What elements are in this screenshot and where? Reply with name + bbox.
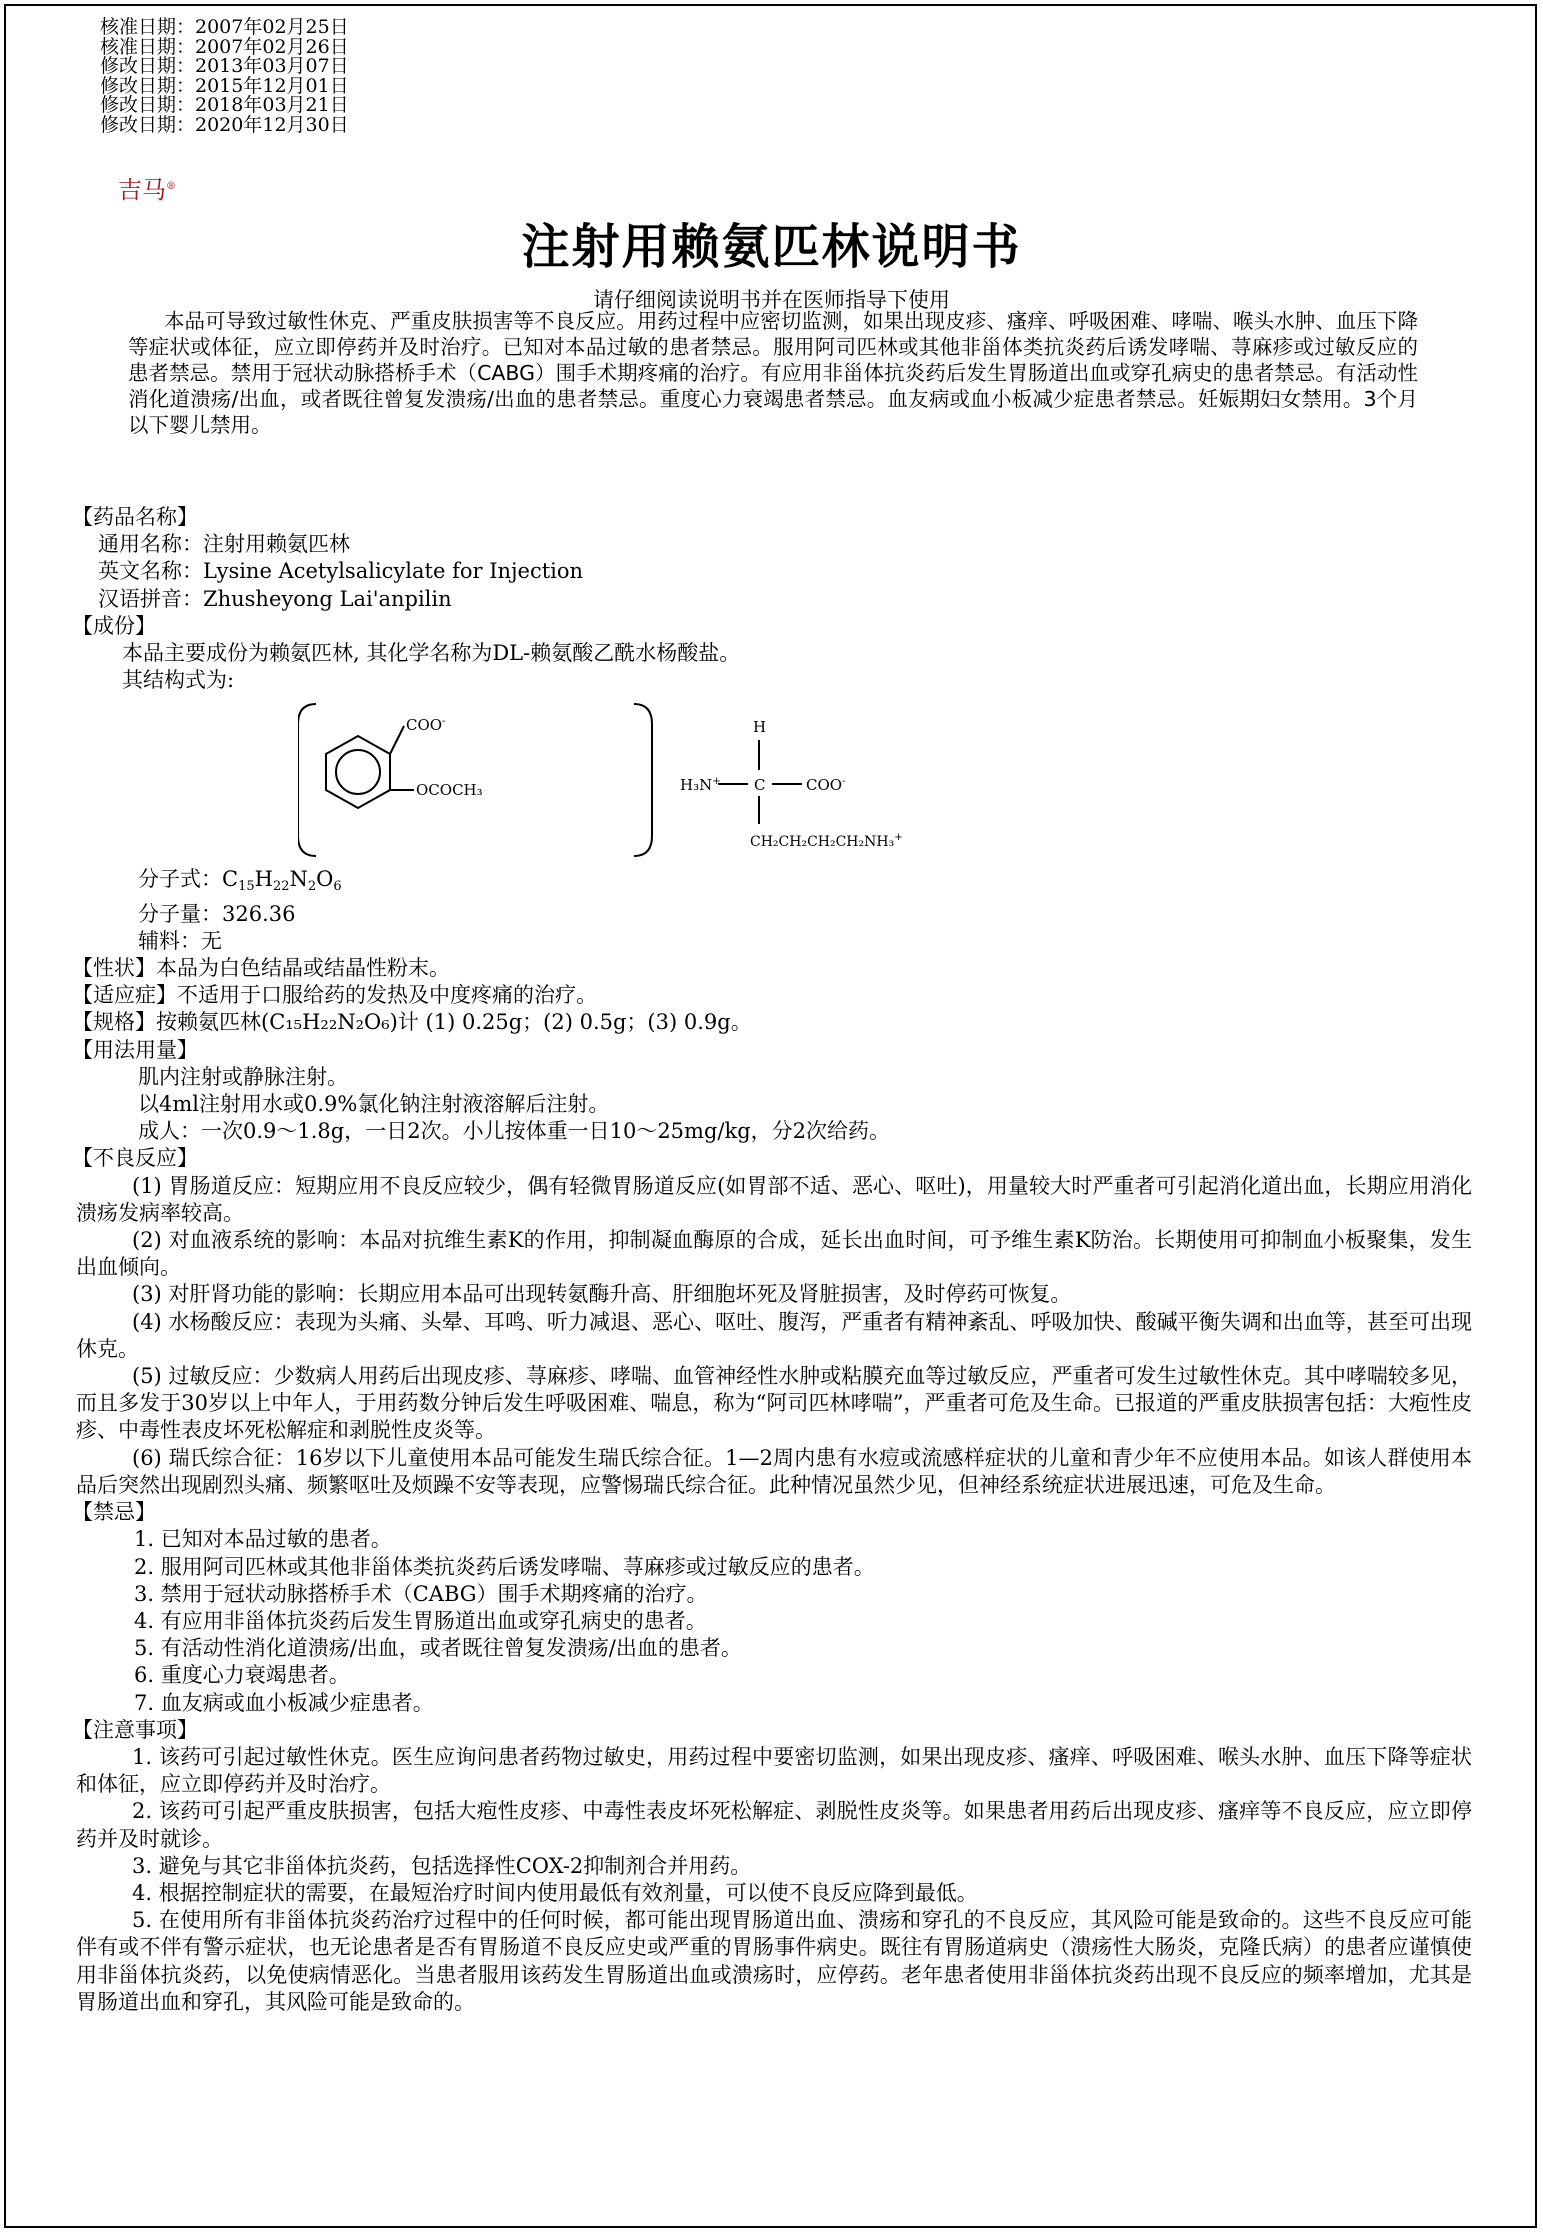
logo-text: 吉马 — [118, 176, 166, 204]
section-header-character: 【性状】 — [72, 956, 156, 981]
precaution-item: 2. 该药可引起严重皮肤损害，包括大疱性皮疹、中毒性表皮坏死松解症、剥脱性皮炎等。如果患者用药后出现皮疹、瘙痒等不良反应，应立即停药并及时就诊。 — [76, 1799, 1472, 1851]
section-header-contraindications: 【禁忌】 — [72, 1500, 156, 1525]
structure-diagram — [298, 696, 938, 864]
dosage-line: 肌内注射或静脉注射。 — [138, 1064, 348, 1089]
side-chain: CH₂CH₂CH₂CH₂NH₃+ — [750, 832, 903, 851]
date-line: 修改日期：2018年03月21日 — [100, 94, 349, 117]
excipient: 辅料：无 — [138, 928, 222, 953]
dosage-line: 以4ml注射用水或0.9%氯化钠注射液溶解后注射。 — [138, 1092, 610, 1117]
contraindication-item: 7. 血友病或血小板减少症患者。 — [134, 1690, 434, 1715]
section-spec — [72, 1009, 1472, 1036]
section-header-composition: 【成份】 — [72, 613, 156, 638]
pinyin-name: 汉语拼音：Zhusheyong Lai'anpilin — [98, 586, 452, 611]
structure-label: 其结构式为: — [122, 668, 235, 693]
adverse-item: (1) 胃肠道反应：短期应用不良反应较少，偶有轻微胃肠道反应(如胃部不适、恶心、呕吐)，用量较大时严重者可引起消化道出血，长期应用消化溃疡发病率较高。 — [76, 1173, 1472, 1225]
contraindication-item: 5. 有活动性消化道溃疡/出血，或者既往曾复发溃疡/出血的患者。 — [134, 1636, 742, 1661]
adverse-item: (6) 瑞氏综合征：16岁以下儿童使用本品可能发生瑞氏综合征。1—2周内患有水痘或流感样症状的儿童和青少年不应使用本品。如该人群使用本品后突然出现剧烈头痛、频繁呕吐及烦躁不安等表现，应警惕瑞氏综合征。此种情况虽然少见，但神经系统症状进展迅速，可危及生命。 — [76, 1445, 1472, 1497]
contraindication-item: 3. 禁用于冠状动脉搭桥手术（CABG）围手术期疼痛的治疗。 — [134, 1581, 708, 1606]
brand-logo — [118, 170, 176, 205]
date-line: 核准日期：2007年02月26日 — [100, 35, 349, 58]
group-coo-top: COO- — [406, 716, 446, 735]
section-indication — [72, 982, 1472, 1009]
date-line: 核准日期：2007年02月25日 — [100, 16, 349, 38]
adverse-item: (3) 对肝肾功能的影响：长期应用本品可出现转氨酶升高、肝细胞坏死及肾脏损害，及时停药可恢复。 — [132, 1282, 1072, 1307]
character-text: 本品为白色结晶或结晶性粉末。 — [156, 956, 450, 981]
group-acetoxy: OCOCH₃ — [416, 781, 483, 800]
alpha-carbon: C — [754, 776, 766, 795]
english-name: 英文名称：Lysine Acetylsalicylate for Injection — [98, 559, 584, 584]
section-header-name: 【药品名称】 — [72, 505, 198, 529]
hydrogen-atom: H — [753, 718, 767, 737]
spec-text: 按赖氨匹林(C₁₅H₂₂N₂O₆)计 (1) 0.25g；(2) 0.5g；(3) 0.9g。 — [156, 1010, 752, 1035]
adverse-item: (2) 对血液系统的影响：本品对抗维生素K的作用，抑制凝血酶原的合成，延长出血时间，可予维生素K防治。长期使用可抑制血小板聚集，发生出血倾向。 — [76, 1228, 1472, 1280]
precaution-item: 1. 该药可引起过敏性休克。医生应询问患者药物过敏史，用药过程中要密切监测，如果出现皮疹、瘙痒、呼吸困难、喉头水肿、血压下降等症状和体征，应立即停药并及时治疗。 — [76, 1744, 1472, 1797]
molecular-formula: 分子式：$C_{15}H_{22}N_2O_6$ — [138, 867, 342, 895]
structural-formula — [72, 696, 1472, 866]
adverse-item: (4) 水杨酸反应：表现为头痛、头晕、耳鸣、听力减退、恶心、呕吐、腹泻，严重者有精神紊乱、呼吸加快、酸碱平衡失调和出血等，甚至可出现休克。 — [76, 1309, 1472, 1361]
indication-text: 不适用于口服给药的发热及中度疼痛的治疗。 — [177, 983, 597, 1008]
contraindication-item: 6. 重度心力衰竭患者。 — [134, 1663, 350, 1688]
section-header-precautions: 【注意事项】 — [72, 1717, 198, 1742]
composition-text: 本品主要成份为赖氨匹林, 其化学名称为DL-赖氨酸乙酰水杨酸盐。 — [122, 641, 741, 666]
document-subtitle: 请仔细阅读说明书并在医师指导下使用 — [593, 288, 950, 312]
dosage-line: 成人：一次0.9～1.8g，一日2次。小儿按体重一日10～25mg/kg，分2次给药。 — [138, 1119, 890, 1144]
section-header-dosage: 【用法用量】 — [72, 1037, 198, 1062]
right-bracket — [634, 704, 652, 856]
contraindication-item: 2. 服用阿司匹林或其他非甾体类抗炎药后诱发哮喘、荨麻疹或过敏反应的患者。 — [134, 1554, 875, 1579]
aromatic-circle — [336, 750, 380, 794]
precaution-item: 3. 避免与其它非甾体抗炎药，包括选择性COX-2抑制剂合并用药。 — [132, 1853, 752, 1878]
generic-name: 通用名称：注射用赖氨匹林 — [98, 532, 350, 557]
section-header-indication: 【适应症】 — [72, 983, 177, 1008]
precaution-item: 4. 根据控制症状的需要，在最短治疗时间内使用最低有效剂量，可以使不良反应降到最低。 — [132, 1880, 978, 1905]
document-title: 注射用赖氨匹林说明书 — [521, 219, 1022, 275]
molecular-weight: 分子量：326.36 — [138, 901, 296, 926]
date-line: 修改日期：2020年12月30日 — [100, 113, 349, 136]
contraindication-item: 4. 有应用非甾体抗炎药后发生胃肠道出血或穿孔病史的患者。 — [134, 1608, 707, 1633]
registered-mark: ® — [166, 181, 176, 192]
left-bracket — [298, 704, 316, 856]
group-ammonium: H₃N+ — [680, 776, 721, 795]
date-line: 修改日期：2013年03月07日 — [100, 55, 349, 78]
approval-dates — [100, 18, 349, 136]
group-coo-right: COO- — [806, 776, 846, 795]
leaflet-body — [72, 504, 1472, 2016]
contraindication-item: 1. 已知对本品过敏的患者。 — [134, 1527, 392, 1552]
section-character — [72, 955, 1472, 982]
adverse-item: (5) 过敏反应：少数病人用药后出现皮疹、荨麻疹、哮喘、血管神经性水肿或粘膜充血等过敏反应，严重者可发生过敏性休克。其中哮喘较多见，而且多发于30岁以上中年人，于用药数分钟后发生呼吸困难、喘息，称为“阿司匹林哮喘”，严重者可危及生命。已报道的严重皮肤损害包括：大疱性皮疹、中毒性表皮坏死松解症和剥脱性皮炎等。 — [76, 1364, 1472, 1443]
bond-carboxylate — [390, 726, 404, 754]
section-header-spec: 【规格】 — [72, 1010, 156, 1035]
precaution-item: 5. 在使用所有非甾体抗炎药治疗过程中的任何时候，都可能出现胃肠道出血、溃疡和穿孔的不良反应，其风险可能是致命的。这些不良反应可能伴有或不伴有警示症状，也无论患者是否有胃肠道不良反应史或严重的胃肠事件病史。既往有胃肠道病史（溃疡性大肠炎，克隆氏病）的患者应谨慎使用非甾体抗炎药，以免使病情恶化。当患者服用该药发生胃肠道出血或溃疡时，应停药。老年患者使用非甾体抗炎药出现不良反应的频率增加，尤其是胃肠道出血和穿孔，其风险可能是致命的。 — [76, 1908, 1472, 2014]
boxed-warning: 本品可导致过敏性休克、严重皮肤损害等不良反应。用药过程中应密切监测，如果出现皮疹、瘙痒、呼吸困难、哮喘、喉头水肿、血压下降等症状或体征，应立即停药并及时治疗。已知对本品过敏的患者禁忌。服用阿司匹林或其他非甾体类抗炎药后诱发哮喘、荨麻疹或过敏反应的患者禁忌。禁用于冠状动脉搭桥手术（CABG）围手术期疼痛的治疗。有应用非甾体抗炎药后发生胃肠道出血或穿孔病史的患者禁忌。有活动性消化道溃疡/出血，或者既往曾复发溃疡/出血的患者禁忌。重度心力衰竭患者禁忌。血友病或血小板减少症患者禁忌。妊娠期妇女禁用。3个月以下婴儿禁用。 — [128, 309, 1418, 437]
section-header-adverse: 【不良反应】 — [72, 1146, 198, 1171]
date-line: 修改日期：2015年12月01日 — [100, 74, 349, 97]
